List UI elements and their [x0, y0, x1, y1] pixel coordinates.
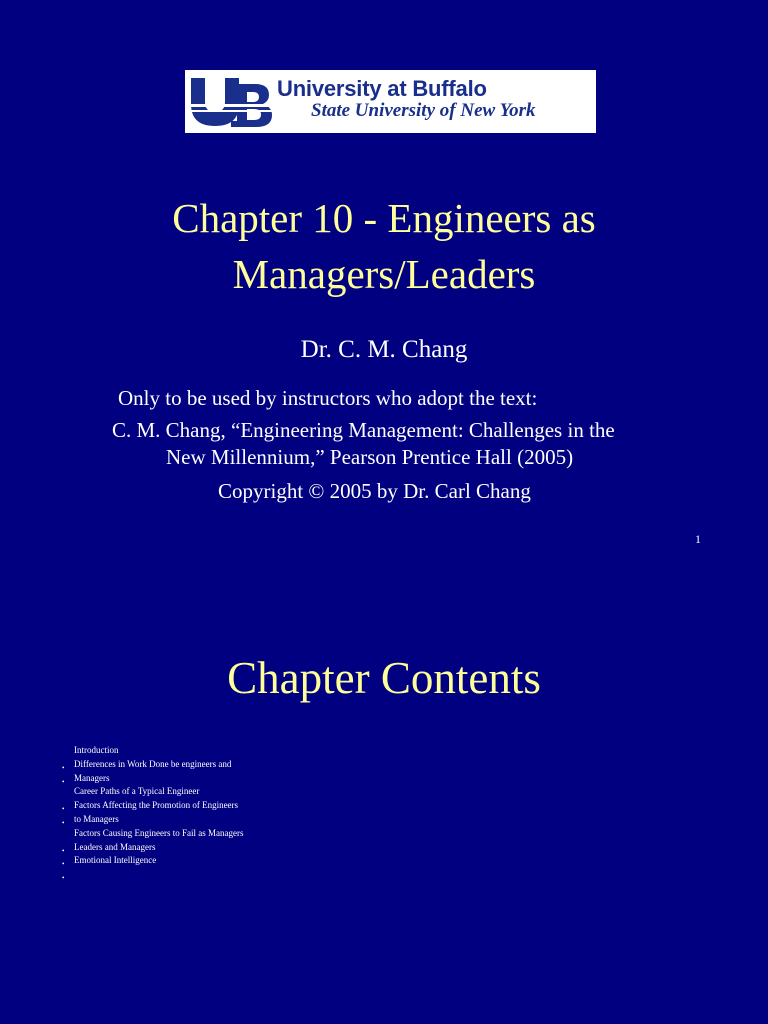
list-item: Introduction [74, 745, 119, 755]
bullet-icon: • [62, 777, 65, 786]
list-item: • Differences in Work Done be engineers and [62, 758, 232, 772]
slide-title-line1: Chapter 10 - Engineers as [172, 195, 596, 241]
contents-slide [0, 576, 768, 1024]
bullet-icon: • [62, 763, 65, 772]
university-logo [185, 70, 596, 133]
bullet-icon: • [62, 860, 65, 869]
list-item: • Emotional Intelligence [62, 855, 157, 869]
ub-monogram-icon [185, 70, 285, 133]
list-item [62, 868, 362, 882]
slide-title-line2: Managers/Leaders [232, 251, 536, 297]
copyright-notice: Copyright © 2005 by Dr. Carl Chang [218, 479, 531, 503]
list-item: • Leaders and Managers [62, 841, 156, 855]
list-item: Career Paths of a Typical Engineer [74, 786, 200, 797]
citation-line2: New Millennium,” Pearson Prentice Hall (2005) [166, 445, 574, 469]
logo-university-name: University at Buffalo [277, 76, 487, 101]
bullet-icon: • [62, 846, 65, 855]
author-name: Dr. C. M. Chang [300, 336, 468, 363]
bullet-icon: • [62, 818, 65, 827]
contents-title: Chapter Contents [227, 653, 541, 703]
bullet-icon: • [62, 805, 65, 814]
citation-line1: C. M. Chang, “Engineering Management: Challenges in the [112, 418, 615, 442]
list-item: Factors Causing Engineers to Fail as Managers [74, 827, 244, 838]
usage-note: Only to be used by instructors who adopt the text: [118, 386, 538, 410]
page-number: 1 [695, 532, 701, 546]
logo-state-university: State University of New York [311, 100, 536, 121]
list-item: • Managers [62, 772, 110, 786]
list-item: • Factors Affecting the Promotion of Engineers [62, 800, 239, 814]
slide-title [0, 190, 768, 302]
bullet-icon: • [62, 874, 65, 883]
list-item: • to Managers [62, 813, 119, 827]
contents-list [62, 744, 362, 882]
